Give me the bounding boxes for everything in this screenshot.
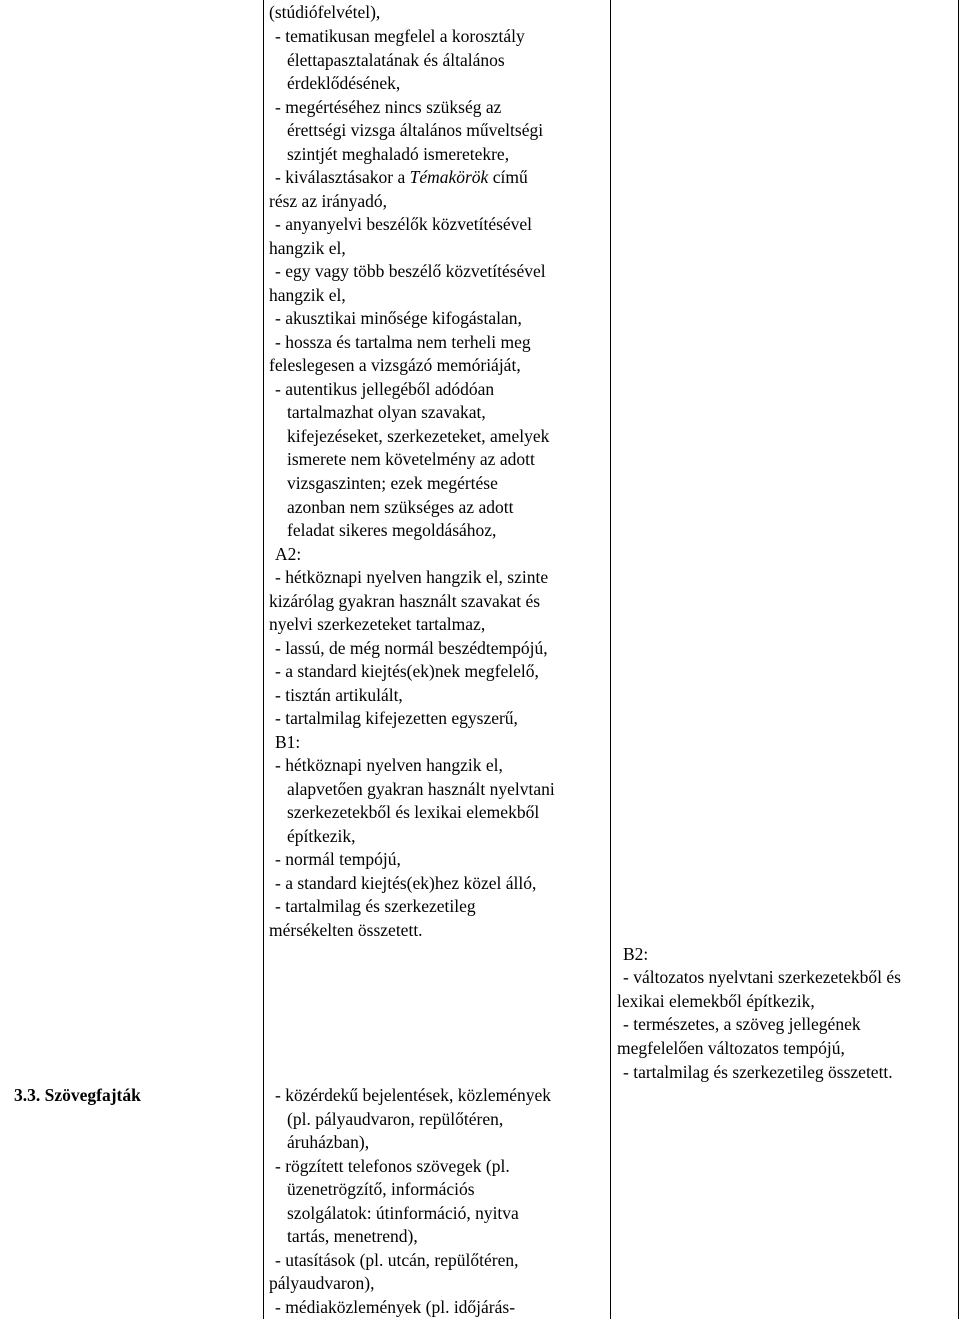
text-line [275, 166, 528, 188]
text-line: élettapasztalatának és általános [287, 50, 505, 70]
text-line: - médiaközlemények (pl. időjárás- [275, 1297, 516, 1317]
text-line: - a standard kiejtés(ek)nek megfelelő, [275, 661, 539, 681]
text-line: - tartalmilag és szerkezetileg összetett. [623, 1062, 893, 1082]
text-line: rész az irányadó, [269, 191, 388, 211]
text-line: hangzik el, [269, 238, 346, 258]
text-line: - utasítások (pl. utcán, repülőtéren, [275, 1250, 519, 1270]
text-line: - hossza és tartalma nem terheli meg [275, 332, 531, 352]
text-line: feleslegesen a vizsgázó memóriáját, [269, 355, 521, 375]
text-line: mérsékelten összetett. [269, 920, 423, 940]
text-line: - autentikus jellegéből adódóan [275, 379, 495, 399]
text-line: - tematikusan megfelel a korosztály [275, 26, 525, 46]
text-line: - a standard kiejtés(ek)hez közel álló, [275, 873, 537, 893]
text-line: - egy vagy több beszélő közvetítésével [275, 261, 546, 281]
table-right-border [958, 0, 959, 1319]
text-line: tartalmazhat olyan szavakat, [287, 402, 486, 422]
text-line: lexikai elemekből építkezik, [617, 991, 815, 1011]
text-line: (stúdiófelvétel), [269, 2, 381, 22]
text-line: feladat sikeres megoldásához, [287, 520, 497, 540]
text-line: érdeklődésének, [287, 73, 401, 93]
text-line: nyelvi szerkezeteket tartalmaz, [269, 614, 486, 634]
text-line: megfelelően változatos tempójú, [617, 1038, 845, 1058]
text-line: (pl. pályaudvaron, repülőtéren, [287, 1109, 504, 1129]
section-heading: 3.3. Szövegfajták [14, 1085, 141, 1105]
text-line: - tartalmilag és szerkezetileg [275, 896, 476, 916]
text-line: szolgálatok: útinformáció, nyitva [287, 1203, 519, 1223]
text-line: szintjét meghaladó ismeretekre, [287, 144, 510, 164]
italic-term: Témakörök [409, 167, 489, 187]
text-line: - normál tempójú, [275, 849, 401, 869]
text-line: pályaudvaron), [269, 1273, 375, 1293]
text-line: azonban nem szükséges az adott [287, 497, 514, 517]
text-line: - megértéséhez nincs szükség az [275, 97, 502, 117]
text-line: A2: [275, 544, 302, 564]
text-line: B2: [623, 944, 649, 964]
text-segment: - kiválasztásakor a [275, 167, 410, 187]
text-line: B1: [275, 732, 301, 752]
text-line: szerkezetekből és lexikai elemekből [287, 802, 540, 822]
text-line: - közérdekű bejelentések, közlemények [275, 1085, 551, 1105]
text-line: hangzik el, [269, 285, 346, 305]
text-line: áruházban), [287, 1132, 370, 1152]
text-line: - akusztikai minősége kifogástalan, [275, 308, 522, 328]
text-line: - hétköznapi nyelven hangzik el, [275, 755, 503, 775]
text-line: - változatos nyelvtani szerkezetekből és [623, 967, 901, 987]
text-line: - természetes, a szöveg jellegének [623, 1014, 861, 1034]
text-line: építkezik, [287, 826, 356, 846]
text-line: kizárólag gyakran használt szavakat és [269, 591, 541, 611]
text-line: - rögzített telefonos szövegek (pl. [275, 1156, 510, 1176]
text-line: - tartalmilag kifejezetten egyszerű, [275, 708, 518, 728]
table-column-divider [263, 0, 264, 1319]
text-line: kifejezéseket, szerkezeteket, amelyek [287, 426, 550, 446]
text-line: alapvetően gyakran használt nyelvtani [287, 779, 555, 799]
text-line: üzenetrögzítő, információs [287, 1179, 475, 1199]
text-line: - lassú, de még normál beszédtempójú, [275, 638, 548, 658]
text-line: - tisztán artikulált, [275, 685, 403, 705]
text-line: ismerete nem követelmény az adott [287, 449, 535, 469]
text-line: érettségi vizsga általános műveltségi [287, 120, 544, 140]
text-line: vizsgaszinten; ezek megértése [287, 473, 498, 493]
text-segment: című [488, 167, 528, 187]
table-column-divider [610, 0, 611, 1319]
text-line: - anyanyelvi beszélők közvetítésével [275, 214, 533, 234]
text-line: - hétköznapi nyelven hangzik el, szinte [275, 567, 549, 587]
text-line: tartás, menetrend), [287, 1226, 418, 1246]
